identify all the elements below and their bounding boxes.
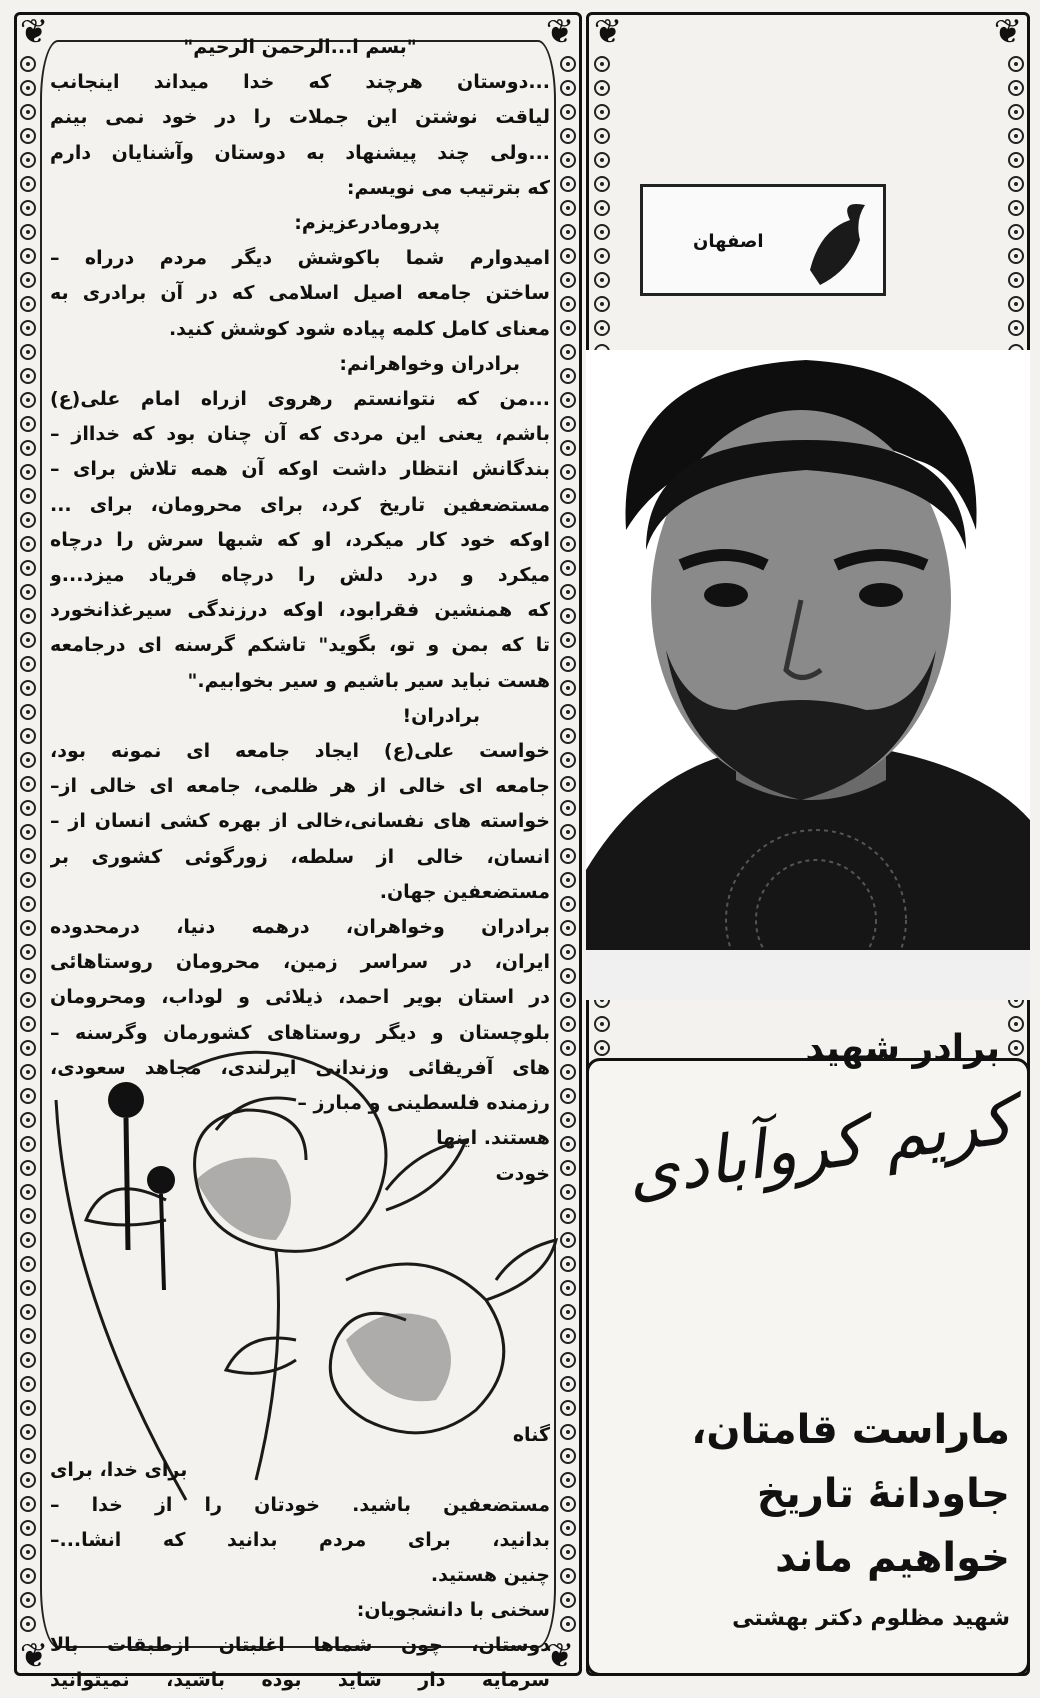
letter-line: ...دوستان هرچند که خدا میداند اینجانب [50, 71, 550, 94]
letter-line: خواست علی(ع) ایجاد جامعه ای نمونه بود، [50, 740, 550, 763]
letter-line: برادران وخواهرانم: [339, 352, 520, 375]
letter-line: بندگانش انتظار داشت اوکه آن همه تلاش برای – [50, 458, 550, 481]
letter-line: تا که بمن و تو، بگوید" تاشکم گرسنه ای درجامعه [50, 634, 550, 657]
letter-line: معنای کامل کلمه پیاده شود کوشش کنید. [168, 317, 550, 340]
letter-line: مستضعفین باشید. خودتان را از خدا – [50, 1494, 550, 1516]
letter-line: سرمایه دار شاید بوده باشید، نمیتوانید [50, 1669, 550, 1691]
portrait-photo [586, 350, 1030, 1000]
corner-ornament-icon: ❦ [993, 12, 1023, 52]
letter-line: باشم، یعنی این مردی که آن چنان بود که خدااز – [50, 423, 550, 446]
corner-ornament-icon: ❦ [19, 1636, 49, 1676]
letter-line: ساختن جامعه اصیل اسلامی که در آن برادری به [50, 282, 550, 305]
letter-line: ...ولی چند پیشنهاد به دوستان وآشنایان دارم [50, 141, 550, 164]
martyr-caption: برادر شهید [805, 1028, 1000, 1069]
letter-line: جامعه ای خالی از هر ظلمی، جامعه ای خالی از– [50, 775, 550, 798]
letter-line: برادران! [402, 704, 480, 727]
letter-line: که بترتیب می نویسم: [346, 176, 550, 199]
letter-line: در استان بویر احمد، ذیلائی و لوداب، ومحرومان [50, 986, 550, 1009]
quote-line: ماراست قامتان، [691, 1407, 1010, 1453]
letter-bottom [50, 1418, 550, 1698]
letter-line: هست نباید سیر باشیم و سیر بخوابیم." [187, 669, 550, 692]
quote-line: جاودانهٔ تاریخ [756, 1471, 1010, 1517]
letter-line: میکرد و درد دلش را درچاه فریاد میزد...و [50, 564, 550, 587]
corner-ornament-icon: ❦ [545, 1636, 575, 1676]
letter-line: هستند. اینها [436, 1127, 550, 1150]
letter-line: برای خدا، برای [50, 1459, 188, 1481]
letter-line: رزمنده فلسطینی و مبارز – [297, 1092, 550, 1115]
letter-line: خواسته های نفسانی،خالی از بهره کشی انسان از – [50, 810, 550, 833]
letter-line: امیدوارم شما باکوشش دیگر مردم درراه – [50, 247, 550, 270]
corner-ornament-icon: ❦ [593, 12, 623, 52]
dove-emblem-icon [800, 200, 870, 290]
letter-line: لیاقت نوشتن این جملات را در خود نمی بینم [50, 106, 550, 129]
quote-line: خواهیم ماند [775, 1535, 1010, 1581]
letter-line: دوستان، چون شماها اغلبتان ازطبقات بالا [50, 1634, 550, 1656]
corner-ornament-icon: ❦ [19, 12, 49, 52]
letter-line: چنین هستید. [430, 1564, 550, 1586]
letter-line: برادران وخواهران، درهمه دنیا، درمحدوده [50, 916, 550, 939]
letter-line: ...من که نتوانستم رهروی ازراه امام علی(ع) [50, 388, 550, 411]
martyr-name: کریم کروآبادی [622, 1081, 1018, 1212]
letter-line: مستضعفین جهان. [379, 880, 550, 903]
letter-line: گناه [512, 1424, 550, 1446]
letter-line: خودت [495, 1162, 550, 1185]
letter-line: "بسم ا...الرحمن الرحيم" [183, 36, 417, 58]
letter-line: اوکه خود کار میکرد، او که شبها سرش را درچاه [50, 528, 550, 551]
letter-line: سخنی با دانشجویان: [356, 1599, 550, 1621]
letter-line: های آفریقائی وزندانی ایرلندی، مجاهد سعودی، [50, 1056, 550, 1079]
letter-line: بلوچستان و دیگر روستاهای کشورمان وگرسنه – [50, 1021, 550, 1044]
letter-line: انسان، خالی از سلطه، زورگوئی کشوری بر [50, 845, 550, 868]
corner-ornament-icon: ❦ [545, 12, 575, 52]
letter-line: پدرومادرعزیزم: [294, 212, 440, 235]
quote-author: شهید مظلوم دکتر بهشتی [732, 1606, 1010, 1631]
letter-line: مستضعفین تاریخ کرد، برای محرومان، برای ... [50, 493, 550, 516]
left-border-pattern-icon [16, 52, 40, 1636]
letter-line: ایران، در سراسر زمین، محرومان روستاهائی [50, 951, 550, 974]
quote-block [640, 1398, 1010, 1590]
letter-line: بدانید، برای مردم بدانید که انشا...– [50, 1529, 550, 1551]
letter-line: که همنشین فقرابود، اوکه درزندگی سیرغذانخورد [50, 599, 550, 622]
stamp-text: اصفهان [693, 231, 764, 252]
